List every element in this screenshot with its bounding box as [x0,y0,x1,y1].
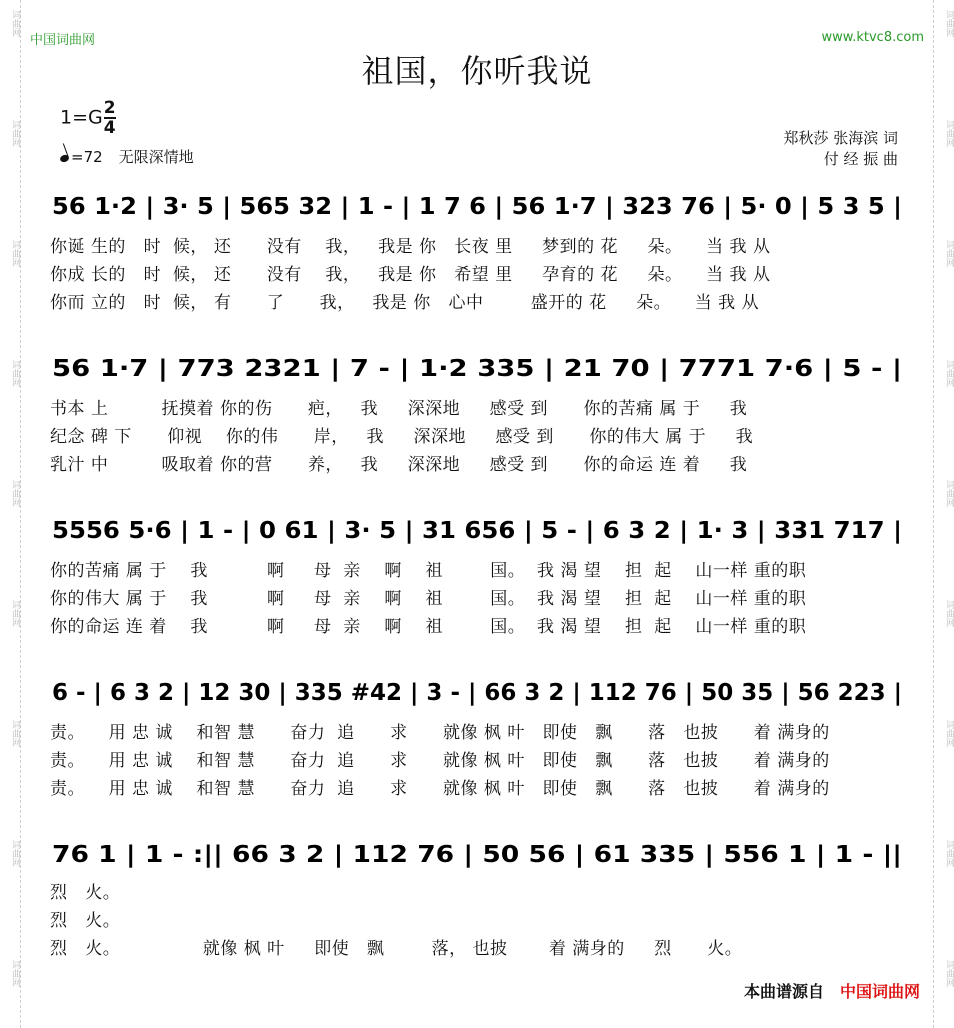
score-line [50,830,910,965]
site-name-link[interactable]: 中国词曲网 [30,33,96,48]
score-line [50,182,910,317]
side-watermark: 词曲网 [944,120,954,147]
site-url-link[interactable]: www.ktvc8.com [821,30,924,45]
side-watermark: 词曲网 [10,240,20,267]
lyric-verse-1: 你诞 生的 时 候， 还 没有 我， 我是 你 长夜 里 梦到的 花 朵。 当 我 从 [50,237,771,257]
side-watermark: 词曲网 [10,720,20,747]
lyricist: 郑秋莎 张海滨 词 [783,129,898,147]
score-line [50,344,910,479]
score-line [50,668,910,803]
side-watermark: 词曲网 [944,360,954,387]
key-label: 1=G [60,106,103,129]
notation-text: 76 1 | 1 - :|| 66 3 2 | 112 76 | 50 56 | 61 335 | 556 1 | 1 - || [52,842,902,868]
side-watermark: 词曲网 [944,840,954,867]
notation-text: 6 - | 6 3 2 | 12 30 | 335 #42 | 3 - | 66 3 2 | 112 76 | 50 35 | 56 223 | [52,680,902,706]
composer: 付 经 振 曲 [823,150,898,168]
side-watermark: 词曲网 [944,960,954,987]
tempo-marking [60,146,194,167]
lyric-verse-3: 你的命运 连 着 我 啊 母 亲 啊 祖 国。 我 渴 望 担 起 山一样 重的职 [50,617,807,637]
notation-text: 56 1·7 | 773 2321 | 7 - | 1·2 335 | 21 70 | 7771 7·6 | 5 - | [52,356,902,382]
lyric-verse-2: 纪念 碑 下 仰视 你的伟 岸， 我 深深地 感受 到 你的伟大 属 于 我 [50,427,754,447]
lyric-verse-2: 你的伟大 属 于 我 啊 母 亲 啊 祖 国。 我 渴 望 担 起 山一样 重的职 [50,589,807,609]
lyric-verse-2: 责。 用 忠 诚 和智 慧 奋力 追 求 就像 枫 叶 即使 飘 落 也披 着 满身的 [50,751,830,771]
side-watermark: 词曲网 [10,10,20,37]
notation-text: 56 1·2 | 3· 5 | 565 32 | 1 - | 1 7 6 | 56 1·7 | 323 76 | 5· 0 | 5 3 5 | [52,194,902,220]
time-top: 2 [103,98,116,118]
side-watermark: 词曲网 [944,240,954,267]
lyric-verse-2: 烈 火。 [50,911,121,931]
score-line [50,506,910,641]
lyric-verse-1: 你的苦痛 属 于 我 啊 母 亲 啊 祖 国。 我 渴 望 担 起 山一样 重的职 [50,561,807,581]
side-watermark: 词曲网 [10,360,20,387]
song-title: 祖国，你听我说 [361,52,593,90]
lyric-verse-1: 责。 用 忠 诚 和智 慧 奋力 追 求 就像 枫 叶 即使 飘 落 也披 着 满身的 [50,723,830,743]
lyric-verse-3: 乳汁 中 吸取着 你的营 养， 我 深深地 感受 到 你的命运 连 着 我 [50,455,748,475]
left-margin-strip [0,0,21,1028]
side-watermark: 词曲网 [944,10,954,37]
tempo-value: =72 [71,148,103,166]
lyric-verse-3: 你而 立的 时 候， 有 了 我， 我是 你 心中 盛开的 花 朵。 当 我 从 [50,293,760,313]
side-watermark: 词曲网 [10,840,20,867]
quarter-note-icon [59,154,70,164]
side-watermark: 词曲网 [944,480,954,507]
lyric-verse-1: 烈 火。 [50,883,121,903]
lyric-verse-2: 你成 长的 时 候， 还 没有 我， 我是 你 希望 里 孕育的 花 朵。 当 我 从 [50,265,771,285]
notation-text: 5556 5·6 | 1 - | 0 61 | 3· 5 | 31 656 | 5 - | 6 3 2 | 1· 3 | 331 717 | [52,518,902,544]
side-watermark: 词曲网 [10,960,20,987]
lyric-verse-3: 责。 用 忠 诚 和智 慧 奋力 追 求 就像 枫 叶 即使 飘 落 也披 着 满身的 [50,779,830,799]
time-bottom: 4 [103,118,116,138]
footer-brand-link[interactable]: 中国词曲网 [839,982,920,1001]
lyric-verse-3: 烈 火。 就像 枫 叶 即使 飘 落， 也披 着 满身的 烈 火。 [50,939,743,959]
footer-source [744,979,920,1002]
side-watermark: 词曲网 [10,600,20,627]
side-watermark: 词曲网 [944,600,954,627]
side-watermark: 词曲网 [10,120,20,147]
time-signature [104,99,116,137]
side-watermark: 词曲网 [944,720,954,747]
lyric-verse-1: 书本 上 抚摸着 你的伤 疤， 我 深深地 感受 到 你的苦痛 属 于 我 [50,399,748,419]
expression-mark: 无限深情地 [118,148,194,166]
key-signature [60,99,116,137]
right-margin-strip [933,0,954,1028]
side-watermark: 词曲网 [10,480,20,507]
footer-source-label: 本曲谱源自 [743,982,824,1001]
credits [783,128,898,170]
